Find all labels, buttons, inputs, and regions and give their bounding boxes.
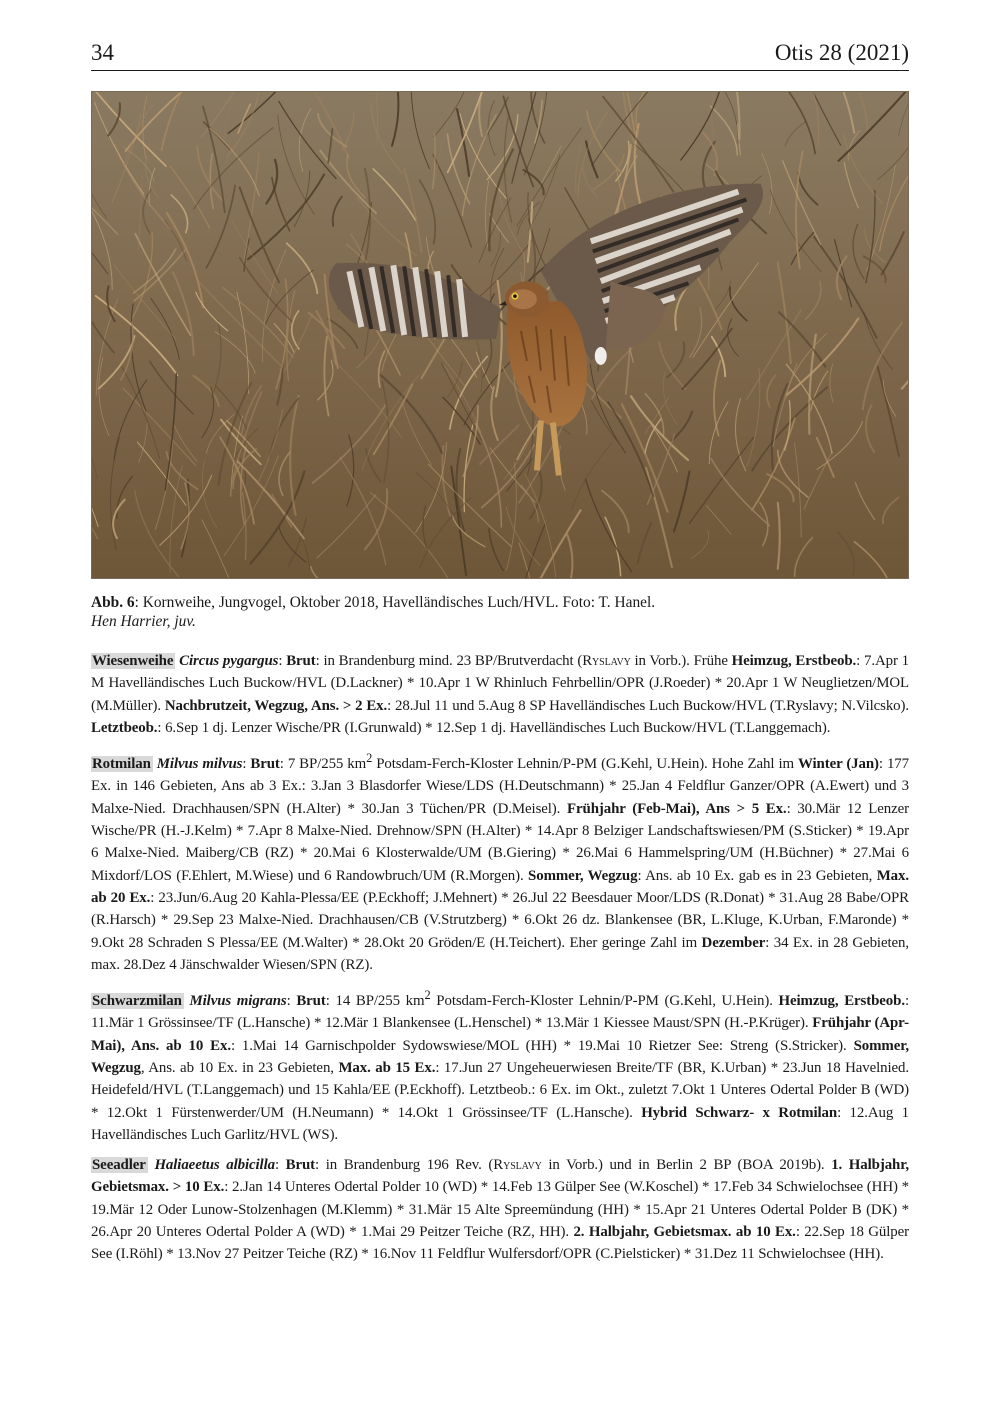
species-name: Wiesenweihe	[92, 653, 174, 669]
photo-illustration	[92, 92, 908, 578]
running-header	[91, 40, 909, 72]
species-name: Schwarzmilan	[92, 993, 182, 1010]
scientific-name: Circus pygargus	[179, 653, 279, 669]
header-rule	[91, 70, 909, 71]
species-accounts	[91, 650, 909, 1274]
figure-caption	[91, 593, 909, 631]
figure-label: Abb. 6	[91, 594, 135, 611]
scientific-name: Milvus migrans	[189, 993, 287, 1010]
journal-title: Otis 28 (2021)	[774, 40, 909, 65]
hen-harrier-photo	[91, 91, 909, 579]
scientific-name: Haliaeetus albicilla	[154, 1157, 275, 1174]
species-name: Seeadler	[92, 1157, 146, 1174]
species-entry-seeadler: Seeadler Haliaeetus albicilla: Brut: in Brandenburg 196 Rev. (Ryslavy in Vorb.) und in Berlin 2 BP (BOA 2019b). 1. Halbjahr, Gebietsmax. > 10 Ex.: 2.Jan 14 Unteres Odertal Polder 10 (WD) * 14.Feb 13 Gülper See (W.Koschel) * 17.Feb 34 Schwielochsee (HH) * 19.Mär 12 Oder Lunow-Stolzenhagen (M.Klemm) * 31.Mär 15 Alte Spreemündung (HH) * 15.Apr 21 Unteres Odertal Polder B (DK) * 26.Apr 20 Unteres Odertal Polder A (WD) * 1.Mai 29 Peitzer Teiche (RZ, HH). 2. Halbjahr, Gebietsmax. ab 10 Ex.: 22.Sep 18 Gülper See (I.Röhl) * 13.Nov 27 Peitzer Teiche (RZ) * 16.Nov 11 Feldflur Wulfersdorf/OPR (C.Pielsticker) * 31.Dez 11 Schwielochsee (HH).	[91, 1157, 910, 1263]
page-number: 34	[91, 40, 114, 65]
caption-english: Hen Harrier, juv.	[91, 613, 196, 630]
species-name: Rotmilan	[92, 756, 151, 773]
species-entry-rotmilan: Rotmilan Milvus milvus: Brut: 7 BP/255 $km^2$ Potsdam-Ferch-Kloster Lehnin/P-PM (G.Kehl, U.Hein). Hohe Zahl im Winter (Jan): 177 Ex. in 146 Gebieten, Ans ab 3 Ex.: 3.Jan 3 Blasdorfer Wiese/LDS (H.Deutschmann) * 25.Jan 4 Feldflur Ganzer/OPR (A.Ewert) und 3 Malxe-Nied. Drachhausen/SPN (H.Alter) * 30.Jan 3 Tüchen/PR (D.Meisel). Frühjahr (Feb-Mai), Ans > 5 Ex.: 30.Mär 12 Lenzer Wische/PR (H.-J.Kelm) * 7.Apr 8 Malxe-Nied. Drehnow/SPN (H.Alter) * 14.Apr 8 Belziger Landschaftswiesen/PM (S.Sticker) * 19.Apr 6 Malxe-Nied. Maiberg/CB (RZ) * 20.Mai 6 Klosterwalde/UM (B.Giering) * 26.Mai 6 Hammelspring/UM (H.Büchner) * 27.Mai 6 Mixdorf/LOS (F.Ehlert, M.Wiese) und 6 Randowbruch/UM (R.Morgen). Sommer, Wegzug: Ans. ab 10 Ex. gab es in 23 Gebieten, Max. ab 20 Ex.: 23.Jun/6.Aug 20 Kahla-Plessa/EE (P.Eckhoff; J.Mehnert) * 26.Jul 22 Beesdauer Moor/LDS (R.Donat) * 31.Aug 28 Babe/OPR (R.Harsch) * 29.Sep 23 Malxe-Nied. Drachhausen/CB (V.Strutzberg) * 6.Okt 26 dz. Blankensee (BR, L.Kluge, K.Urban, F.Maronde) * 9.Okt 28 Schraden S Plessa/EE (M.Walter) * 28.Okt 20 Gröden/E (H.Teichert). Eher geringe Zahl im Dezember: 34 Ex. in 28 Gebieten, max. 28.Dez 4 Jänschwalder Wiesen/SPN (RZ).	[91, 751, 910, 973]
species-entry-wiesenweihe: Wiesenweihe Circus pygargus: Brut: in Brandenburg mind. 23 BP/Brutverdacht (Ryslavy in Vorb.). Frühe Heimzug, Erstbeob.: 7.Apr 1 M Havelländisches Luch Buckow/HVL (D.Lackner) * 10.Apr 1 W Rhinluch Fehrbellin/OPR (J.Roeder) * 20.Apr 1 W Neuglietzen/MOL (M.Müller). Nachbrutzeit, Wegzug, Ans. > 2 Ex.: 28.Jul 11 und 5.Aug 8 SP Havelländisches Luch Buckow/HVL (T.Ryslavy; N.Vilcsko). Letztbeob.: 6.Sep 1 dj. Lenzer Wische/PR (I.Grunwald) * 12.Sep 1 dj. Havelländisches Luch Buckow/HVL (T.Langgemach).	[91, 653, 909, 736]
species-entry-schwarzmilan: Schwarzmilan Milvus migrans: Brut: 14 BP/255 $km^2$ Potsdam-Ferch-Kloster Lehnin/P-PM (G.Kehl, U.Hein). Heimzug, Erstbeob.: 11.Mär 1 Grössinsee/TF (L.Hansche) * 12.Mär 1 Blankensee (L.Henschel) * 13.Mär 1 Kiessee Maust/SPN (H.-P.Krüger). Frühjahr (Apr-Mai), Ans. ab 10 Ex.: 1.Mai 14 Garnischpolder Sydowswiese/MOL (HH) * 19.Mai 10 Rietzer See: Streng (S.Stricker). Sommer, Wegzug, Ans. ab 10 Ex. in 23 Gebieten, Max. ab 15 Ex.: 17.Jun 27 Ungeheuerwiesen Breite/TF (BR, K.Urban) * 23.Jun 18 Havelnied. Heidefeld/HVL (T.Langgemach) und 15 Kahla/EE (P.Eckhoff). Letztbeob.: 6 Ex. im Okt., zuletzt 7.Okt 1 Unteres Odertal Polder B (WD) * 12.Okt 1 Fürstenwerder/UM (H.Neumann) * 14.Okt 1 Grössinsee/TF (L.Hansche). Hybrid Schwarz- x Rotmilan: 12.Aug 1 Havelländisches Luch Garlitz/HVL (WS).	[91, 988, 910, 1143]
scientific-name: Milvus milvus	[156, 756, 243, 773]
caption-german: : Kornweihe, Jungvogel, Oktober 2018, Havelländisches Luch/HVL. Foto: T. Hanel.	[134, 594, 656, 611]
